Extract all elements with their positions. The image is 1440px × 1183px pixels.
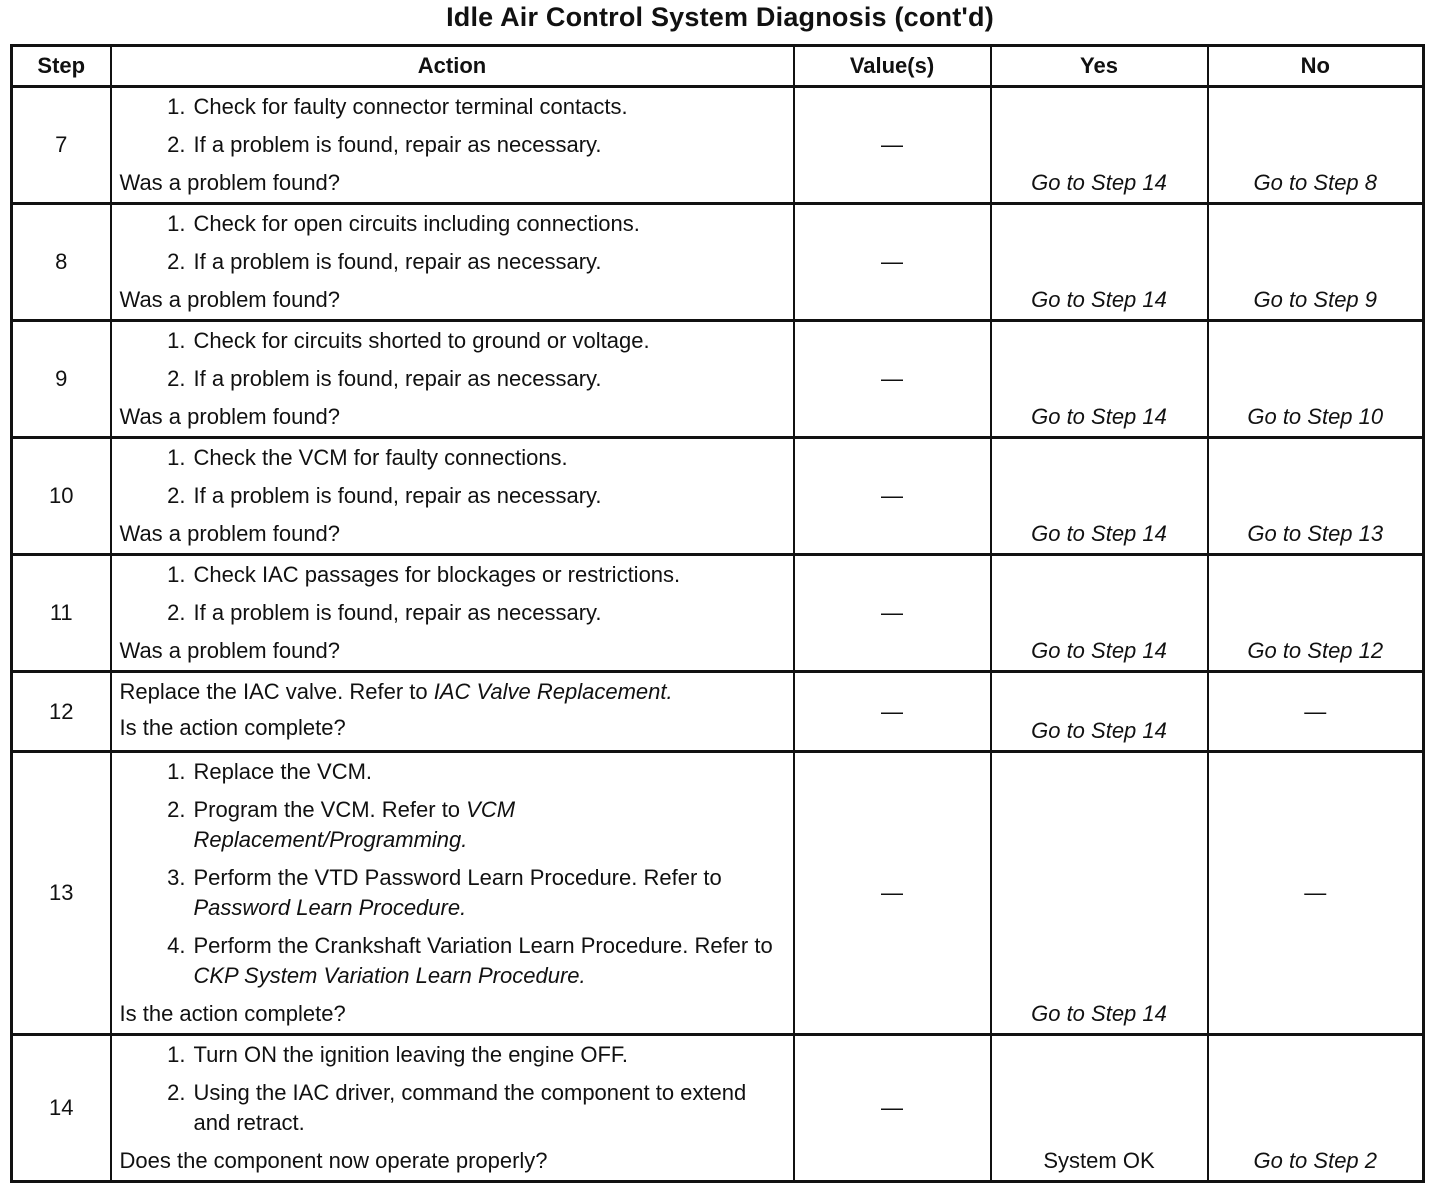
value-cell <box>794 752 991 1035</box>
no-cell <box>1208 752 1424 1035</box>
diagnosis-table <box>10 44 1425 1183</box>
list-item: 2. If a problem is found, repair as necessary. <box>167 483 602 508</box>
dash: — <box>1304 880 1327 905</box>
action-cell <box>111 752 794 1035</box>
step-number: 8 <box>12 204 111 321</box>
step-number: 14 <box>12 1035 111 1182</box>
question: Was a problem found? <box>119 287 341 312</box>
no-cell: Go to Step 9 <box>1208 204 1424 321</box>
table-row <box>12 1035 1424 1182</box>
list-item: 1. Check for circuits shorted to ground or voltage. <box>167 328 650 353</box>
step-number: 13 <box>12 752 111 1035</box>
reference-link: CKP System Variation Learn Procedure. <box>193 963 586 988</box>
yes-cell: Go to Step 14 <box>991 672 1208 752</box>
header-row <box>12 46 1424 87</box>
value-cell <box>794 438 991 555</box>
question: Was a problem found? <box>119 170 341 195</box>
action-cell <box>111 87 794 204</box>
list-item: 1. Check IAC passages for blockages or restrictions. <box>167 562 681 587</box>
value-cell <box>794 672 991 752</box>
dash: — <box>881 132 903 157</box>
dash: — <box>881 600 903 625</box>
dash: — <box>881 483 903 508</box>
list-item: 2. If a problem is found, repair as necessary. <box>167 366 602 391</box>
header-action: Action <box>111 46 794 87</box>
question: Does the component now operate properly? <box>119 1148 548 1173</box>
no-cell: Go to Step 2 <box>1208 1035 1424 1182</box>
action-cell <box>111 321 794 438</box>
action-cell <box>111 204 794 321</box>
question: Was a problem found? <box>119 638 341 663</box>
value-cell <box>794 87 991 204</box>
header-no: No <box>1208 46 1424 87</box>
table-row <box>12 672 1424 752</box>
header-yes: Yes <box>991 46 1208 87</box>
table-row <box>12 87 1424 204</box>
page-title: Idle Air Control System Diagnosis (cont'd) <box>446 2 994 32</box>
list-item: 2. If a problem is found, repair as necessary. <box>167 249 602 274</box>
table-row <box>12 321 1424 438</box>
dash: — <box>881 1095 903 1120</box>
reference-link: Password Learn Procedure. <box>193 895 467 920</box>
yes-cell: Go to Step 14 <box>991 321 1208 438</box>
list-item: 2. Program the VCM. Refer to VCM Replacement/Programming. <box>167 797 516 852</box>
yes-cell: Go to Step 14 <box>991 555 1208 672</box>
table-row <box>12 555 1424 672</box>
reference-link: IAC Valve Replacement. <box>433 679 673 704</box>
table-row <box>12 752 1424 1035</box>
dash: — <box>881 698 903 724</box>
value-cell <box>794 555 991 672</box>
yes-cell: Go to Step 14 <box>991 204 1208 321</box>
list-item: 1. Check the VCM for faulty connections. <box>167 445 568 470</box>
value-cell <box>794 204 991 321</box>
step-number: 12 <box>12 672 111 752</box>
question: Was a problem found? <box>119 404 341 429</box>
list-item: 2. If a problem is found, repair as necessary. <box>167 600 602 625</box>
action-cell <box>111 555 794 672</box>
yes-cell: Go to Step 14 <box>991 438 1208 555</box>
question: Is the action complete? <box>119 715 346 740</box>
header-values: Value(s) <box>794 46 991 87</box>
action-cell <box>111 672 794 752</box>
dash: — <box>881 249 903 274</box>
list-item: 2. Using the IAC driver, command the component to extend and retract. <box>167 1080 747 1135</box>
reference-link: VCM Replacement/Programming. <box>193 797 516 852</box>
list-item: 1. Replace the VCM. <box>167 759 373 784</box>
list-item: 1. Turn ON the ignition leaving the engine OFF. <box>167 1042 629 1067</box>
list-item: 1. Check for faulty connector terminal contacts. <box>167 94 628 119</box>
list-item: 3. Perform the VTD Password Learn Procedure. Refer to Password Learn Procedure. <box>167 865 722 920</box>
dash: — <box>1304 698 1327 724</box>
no-cell: Go to Step 12 <box>1208 555 1424 672</box>
list-item: 1. Check for open circuits including connections. <box>167 211 640 236</box>
step-number: 9 <box>12 321 111 438</box>
question: Was a problem found? <box>119 521 341 546</box>
yes-cell: Go to Step 14 <box>991 87 1208 204</box>
no-cell: Go to Step 8 <box>1208 87 1424 204</box>
step-number: 7 <box>12 87 111 204</box>
list-item: 2. If a problem is found, repair as necessary. <box>167 132 602 157</box>
yes-cell: Go to Step 14 <box>991 752 1208 1035</box>
table-row <box>12 204 1424 321</box>
value-cell <box>794 1035 991 1182</box>
step-number: 11 <box>12 555 111 672</box>
no-cell: Go to Step 13 <box>1208 438 1424 555</box>
dash: — <box>881 366 903 391</box>
dash: — <box>881 880 903 905</box>
no-cell: Go to Step 10 <box>1208 321 1424 438</box>
header-step: Step <box>12 46 111 87</box>
question: Is the action complete? <box>119 1001 346 1026</box>
yes-cell: System OK <box>991 1035 1208 1182</box>
no-cell <box>1208 672 1424 752</box>
action-cell <box>111 1035 794 1182</box>
action-cell <box>111 438 794 555</box>
table-row <box>12 438 1424 555</box>
action-text: Replace the IAC valve. Refer to IAC Valve Replacement. <box>119 679 673 704</box>
step-number: 10 <box>12 438 111 555</box>
list-item: 4. Perform the Crankshaft Variation Learn Procedure. Refer to CKP System Variation Learn Procedure. <box>167 933 773 988</box>
value-cell <box>794 321 991 438</box>
